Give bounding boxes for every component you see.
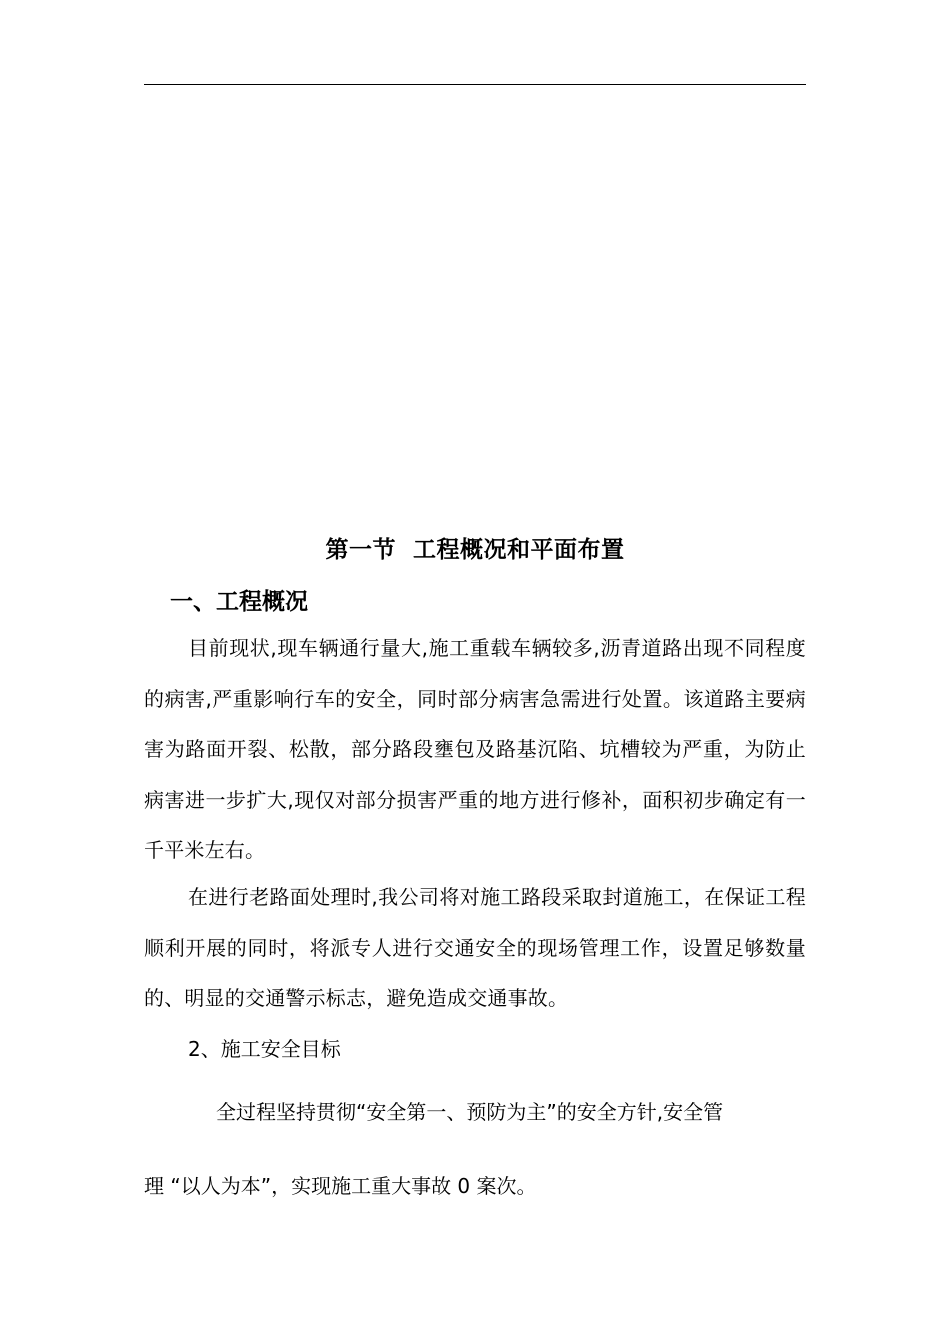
safety-goal-heading: 2、施工安全目标 [188,1037,341,1061]
header-rule [144,84,806,85]
section-title: 第一节 工程概况和平面布置 [325,537,625,563]
paragraph-road-closure: 在进行老路面处理时,我公司将对施工路段采取封道施工，在保证工程顺利开展的同时，将派专人进行交通安全的现场管理工作，设置足够数量的、明显的交通警示标志，避免造成交通事故。 [144,885,806,1010]
paragraph-current-status: 目前现状,现车辆通行量大,施工重载车辆较多,沥青道路出现不同程度的病害,严重影响行车的安全，同时部分病害急需进行处置。该道路主要病害为路面开裂、松散，部分路段壅包及路基沉陷、坑槽较为严重，为防止病害进一步扩大,现仅对部分损害严重的地方进行修补，面积初步确定有一千平米左右。 [144,636,806,862]
subsection-title: 一、工程概况 [170,589,308,615]
safety-goal-text-line2: 理 “以人为本”，实现施工重大事故 0 案次。 [144,1174,537,1198]
safety-goal-text-line1: 全过程坚持贯彻“安全第一、预防为主”的安全方针,安全管 [216,1100,724,1124]
